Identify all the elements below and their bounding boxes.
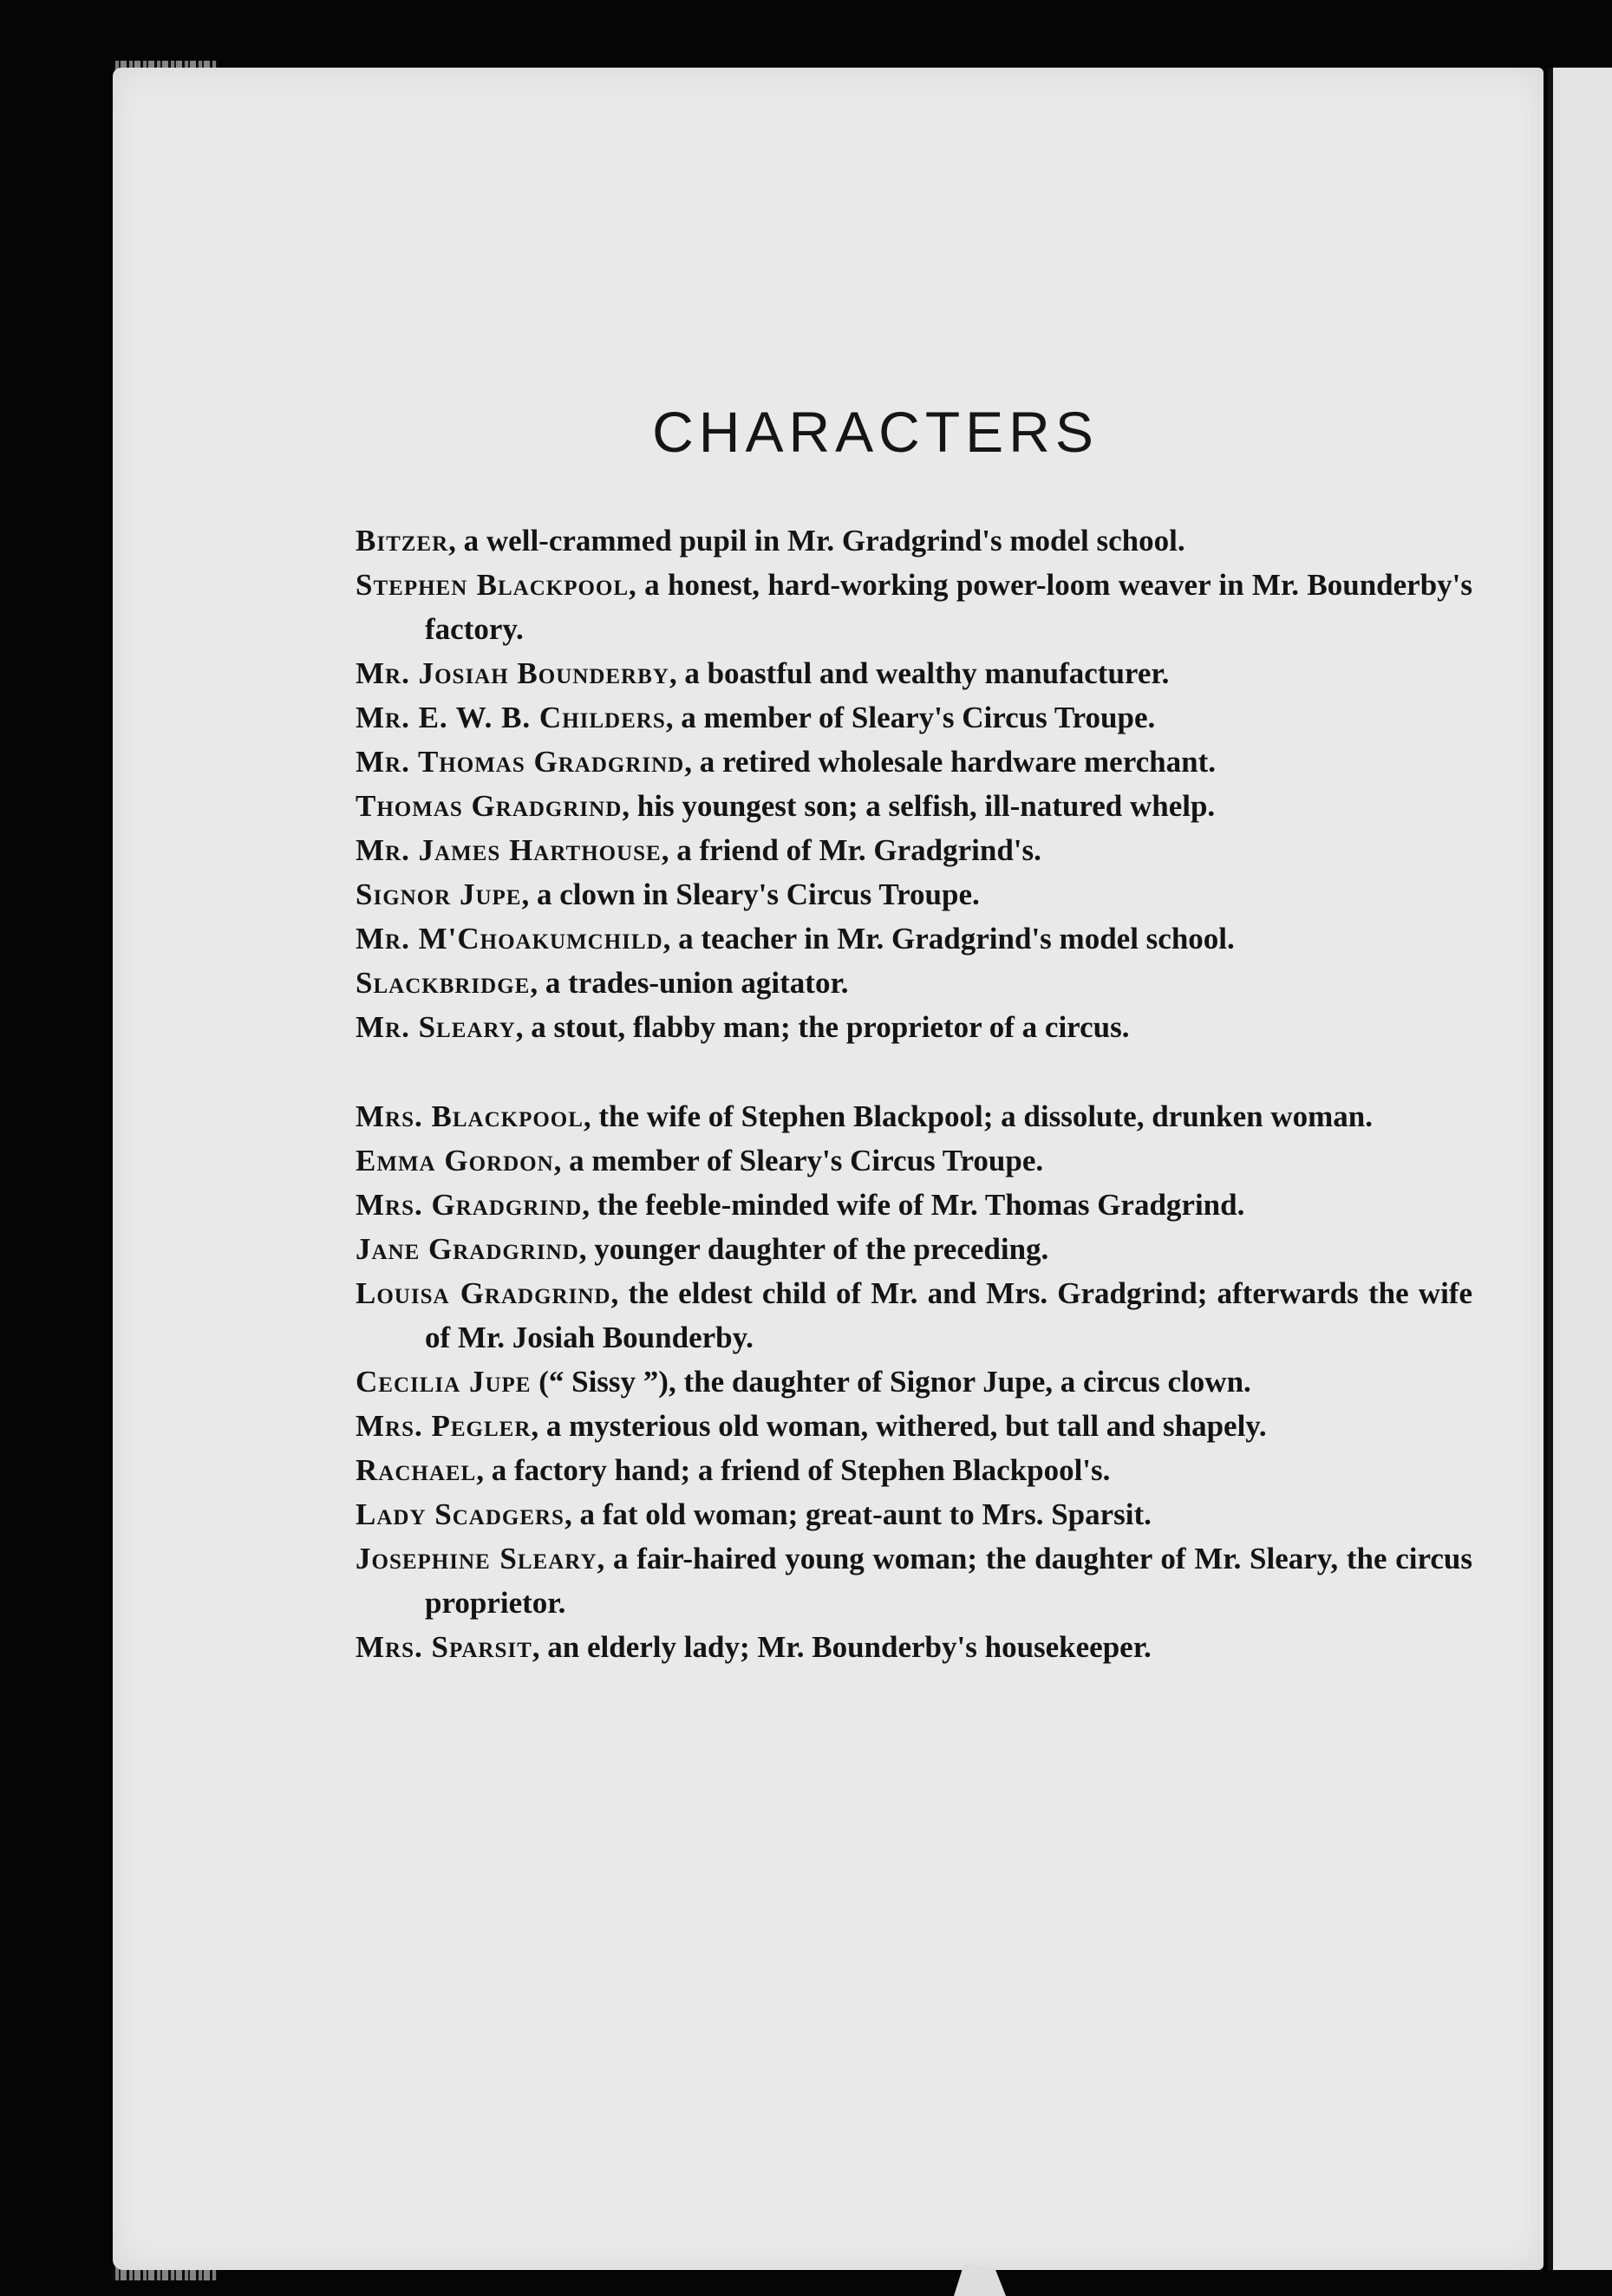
character-description: , an elderly lady; Mr. Bounderby's housekeeper. [532, 1630, 1152, 1664]
character-entry [356, 1138, 1472, 1183]
character-entry [356, 1271, 1472, 1360]
character-entry [356, 872, 1472, 916]
character-description: , a retired wholesale hardware merchant. [684, 745, 1216, 779]
character-name: Mr. Sleary [356, 1010, 516, 1044]
character-description: , his youngest son; a selfish, ill-natured whelp. [622, 789, 1216, 823]
character-entry [356, 961, 1472, 1005]
character-description: , a well-crammed pupil in Mr. Gradgrind's model school. [448, 524, 1185, 558]
character-description: , a fair-haired young woman; the daughter of Mr. Sleary, the circus proprietor. [425, 1542, 1472, 1620]
character-entry [356, 651, 1472, 695]
character-description: , a friend of Mr. Gradgrind's. [661, 833, 1041, 867]
character-entry [356, 1360, 1472, 1404]
character-description: , a mysterious old woman, withered, but tall and shapely. [531, 1409, 1267, 1443]
section-gap [356, 1049, 1472, 1094]
character-name: Mr. James Harthouse [356, 833, 662, 867]
character-name: Jane Gradgrind [356, 1232, 579, 1266]
character-name: Bitzer [356, 524, 449, 558]
character-name: Lady Scadgers [356, 1497, 565, 1531]
character-name: Mrs. Blackpool [356, 1099, 584, 1133]
character-name: Mrs. Gradgrind [356, 1188, 583, 1222]
character-description: , a boastful and wealthy manufacturer. [669, 656, 1170, 690]
character-description: , the wife of Stephen Blackpool; a dissolute, drunken woman. [583, 1099, 1374, 1133]
character-entry [356, 1227, 1472, 1271]
character-entry [356, 1005, 1472, 1049]
character-entry [356, 1404, 1472, 1448]
character-entry [356, 1448, 1472, 1492]
character-name: Mr. E. W. B. Childers [356, 701, 666, 734]
character-name: Mr. M'Choakumchild [356, 922, 663, 956]
character-description: , a honest, hard-working power-loom weaver in Mr. Bounderby's factory. [425, 568, 1473, 646]
character-name: Thomas Gradgrind [356, 789, 623, 823]
character-name: Mrs. Pegler [356, 1409, 532, 1443]
facing-page-edge [1548, 68, 1612, 2270]
character-name: Signor Jupe [356, 877, 522, 911]
character-description: (“ Sissy ”), the daughter of Signor Jupe, a circus clown. [531, 1365, 1251, 1399]
page-title: CHARACTERS [652, 400, 1099, 464]
character-entry [356, 1536, 1472, 1625]
character-name: Emma Gordon [356, 1144, 554, 1177]
character-entry [356, 695, 1472, 740]
character-entry [356, 740, 1472, 784]
character-description: , a factory hand; a friend of Stephen Blackpool's. [476, 1453, 1111, 1487]
character-entry [356, 1183, 1472, 1227]
character-description: , a clown in Sleary's Circus Troupe. [521, 877, 980, 911]
character-entry [356, 519, 1472, 563]
character-list [356, 519, 1472, 1669]
character-entry [356, 1625, 1472, 1669]
character-description: , a stout, flabby man; the proprietor of a circus. [515, 1010, 1130, 1044]
character-entry [356, 916, 1472, 961]
character-name: Mr. Josiah Bounderby [356, 656, 669, 690]
character-entry [356, 563, 1472, 651]
character-entry [356, 1094, 1472, 1138]
character-name: Rachael [356, 1453, 477, 1487]
character-name: Cecilia Jupe [356, 1365, 532, 1399]
character-entry [356, 1492, 1472, 1536]
character-name: Josephine Sleary [356, 1542, 597, 1575]
character-description: , a trades-union agitator. [530, 966, 849, 1000]
character-name: Louisa Gradgrind [356, 1276, 611, 1310]
character-name: Mr. Thomas Gradgrind [356, 745, 685, 779]
character-name: Mrs. Sparsit [356, 1630, 532, 1664]
character-description: , a fat old woman; great-aunt to Mrs. Sparsit. [564, 1497, 1152, 1531]
character-name: Stephen Blackpool [356, 568, 630, 602]
character-description: , a member of Sleary's Circus Troupe. [665, 701, 1156, 734]
character-description: , the feeble-minded wife of Mr. Thomas Gradgrind. [582, 1188, 1245, 1222]
character-description: , a member of Sleary's Circus Troupe. [553, 1144, 1044, 1177]
character-entry [356, 828, 1472, 872]
character-description: , the eldest child of Mr. and Mrs. Gradgrind; afterwards the wife of Mr. Josiah Bounderby. [425, 1276, 1472, 1354]
character-name: Slackbridge [356, 966, 531, 1000]
character-entry [356, 784, 1472, 828]
character-description: , a teacher in Mr. Gradgrind's model school. [662, 922, 1235, 956]
character-description: , younger daughter of the preceding. [578, 1232, 1049, 1266]
